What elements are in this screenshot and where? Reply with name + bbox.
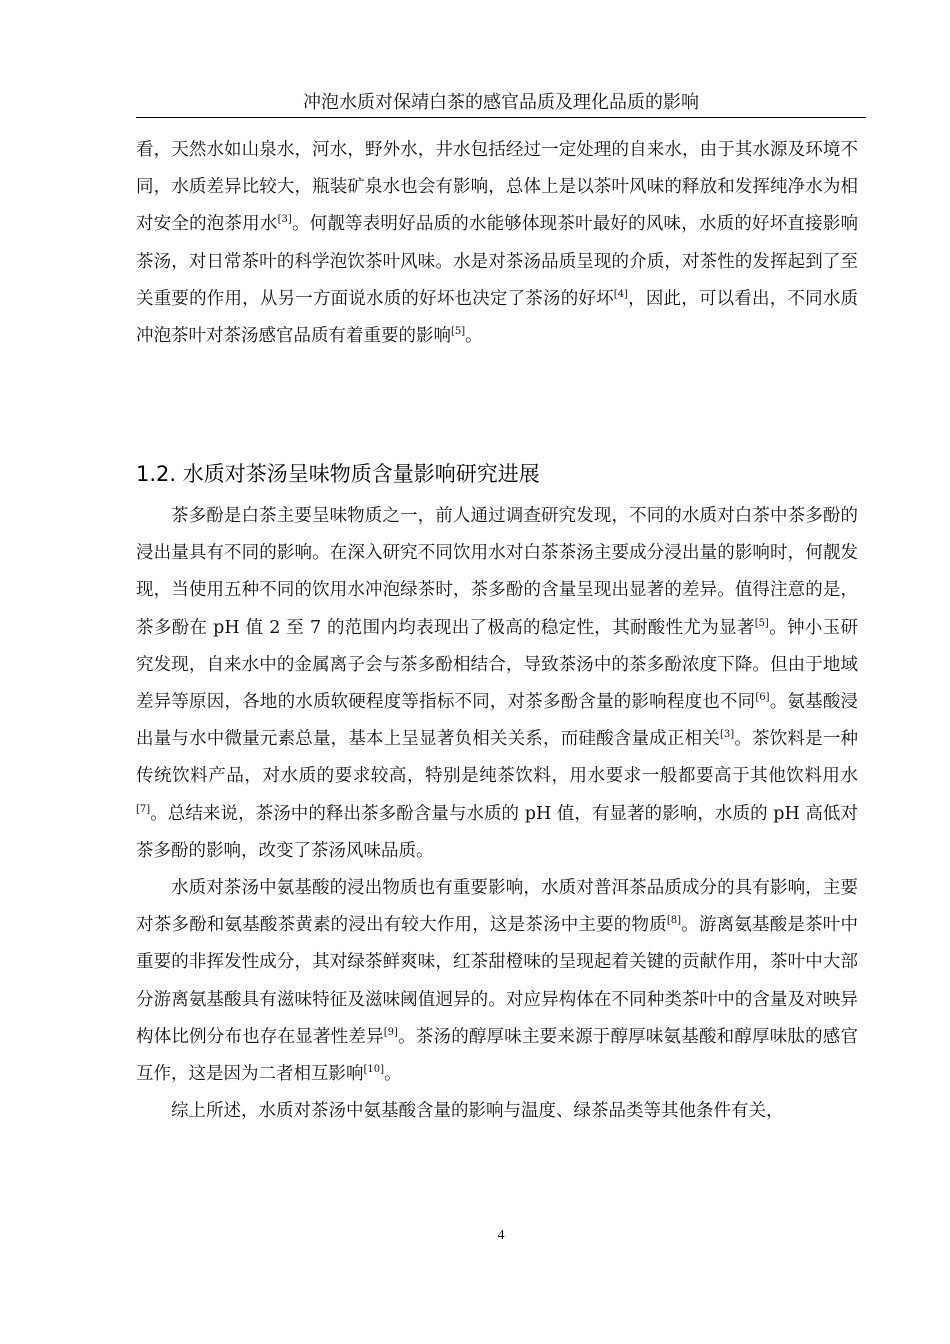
paragraph-amino-acids: [136, 870, 858, 1093]
running-header: 冲泡水质对保靖白茶的感官品质及理化品质的影响: [303, 92, 699, 113]
text-run: 水质对茶汤中氨基酸的浸出物质也有重要影响，水质对普洱茶品质成分的具有影响，主要对茶多酚和氨基酸茶黄素的浸出有较大作用，这是茶汤中主要的物质: [136, 878, 858, 936]
text-run: 。: [384, 1064, 402, 1085]
citation[interactable]: [3]: [277, 214, 292, 226]
citation[interactable]: [7]: [136, 803, 151, 815]
text-run: ，因此，可以看出，不同水质冲泡茶叶对茶汤感官品质有着重要的影响: [136, 288, 859, 347]
text-run: 。总结来说，茶汤中的释出茶多酚含量与水质的 pH 值，有显著的影响，水质的 pH 高低对茶多酚的影响，改变了茶汤风味品质。: [136, 803, 858, 861]
text-run: 看，天然水如山泉水，河水，野外水，井水包括经过一定处理的自来水，由于其水源及环境不同，水质差异比较大，瓶装矿泉水也会有影响，总体上是以茶叶风味的释放和发挥纯净水为相对安全的泡茶用水: [136, 140, 858, 235]
text-run: 。氨基酸浸出量与水中微量元素总量，基本上呈显著负相关关系，而硅酸含量成正相关: [136, 692, 859, 750]
citation[interactable]: [10]: [363, 1064, 385, 1076]
citation[interactable]: [3]: [719, 729, 735, 741]
section-body: [136, 498, 858, 1130]
text-run: 。茶汤的醇厚味主要来源于醇厚味氨基酸和醇厚味肽的感官互作，这是因为二者相互影响: [136, 1026, 859, 1085]
text-run: 综上所述，水质对茶汤中氨基酸含量的影响与温度、绿茶品类等其他条件有关，: [171, 1101, 784, 1122]
text-run: 。游离氨基酸是茶叶中重要的非挥发性成分，其对绿茶鲜爽味，红茶甜橙味的呈现起着关键的贡献作用，茶叶中大部分游离氨基酸具有滋味特征及滋味阈值迥异的。对应异构体在不同种类茶叶中的含量及对映异构体比例分布也存在显著性差异: [136, 915, 859, 1047]
citation[interactable]: [5]: [451, 326, 466, 338]
intro-paragraph-block: [136, 132, 858, 355]
citation[interactable]: [9]: [383, 1027, 398, 1039]
text-run: 。: [465, 326, 483, 347]
citation[interactable]: [4]: [613, 288, 628, 300]
header-rule: [136, 117, 866, 118]
text-run: 。何靓等表明好品质的水能够体现茶叶最好的风味，水质的好坏直接影响茶汤，对日常茶叶的科学泡饮茶叶风味。水是对茶汤品质呈现的介质，对茶性的发挥起到了至关重要的作用，从另一方面说水质的好坏也决定了茶汤的好坏: [136, 214, 859, 309]
text-run: 。钟小玉研究发现，自来水中的金属离子会与茶多酚相结合，导致茶汤中的茶多酚浓度下降。但由于地域差异等原因，各地的水质软硬程度等指标不同，对茶多酚含量的影响程度也不同: [136, 617, 859, 713]
page-number: 4: [497, 1228, 505, 1243]
citation[interactable]: [5]: [754, 617, 769, 629]
section-heading: 1.2. 水质对茶汤呈味物质含量影响研究进展: [136, 462, 540, 487]
citation[interactable]: [6]: [755, 692, 770, 704]
text-run: 茶多酚是白茶主要呈味物质之一，前人通过调查研究发现，不同的水质对白茶中茶多酚的浸出量具有不同的影响。在深入研究不同饮用水对白茶茶汤主要成分浸出量的影响时，何靓发现，当使用五种不同的饮用水冲泡绿茶时，茶多酚的含量呈现出显著的差异。值得注意的是，茶多酚在 pH 值 2 至 7 的范围内均表现出了极高的稳定性，其耐酸性尤为显著: [136, 506, 858, 638]
citation[interactable]: [8]: [666, 915, 682, 927]
paragraph-tea-polyphenols: [136, 498, 858, 870]
intro-paragraph: [136, 132, 858, 355]
paragraph-summary: [136, 1093, 858, 1130]
text-run: 。茶饮料是一种传统饮料产品，对水质的要求较高，特别是纯茶饮料，用水要求一般都要高于其他饮料用水: [136, 729, 859, 787]
